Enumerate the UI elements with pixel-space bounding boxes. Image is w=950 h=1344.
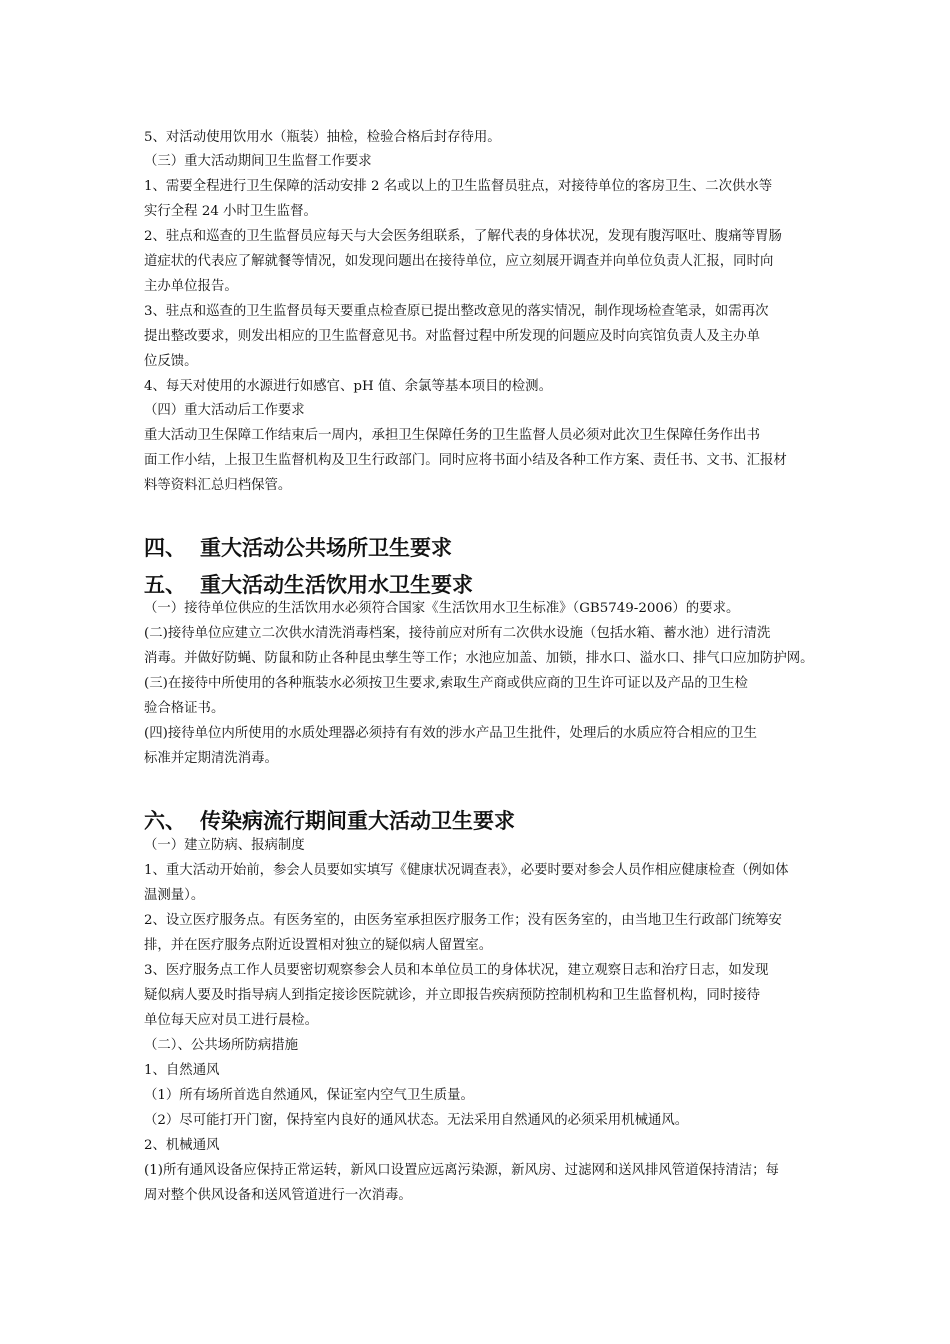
ventilation-mechanical-item-1-line-1: (1)所有通风设备应保持正常运转，新风口设置应远离污染源，新风房、过滤网和送风排风管道保持清洁；每	[144, 1163, 779, 1178]
water-item-3-line-2: 验合格证书。	[144, 701, 225, 716]
epidemic-item-2-line-1: 2、设立医疗服务点。有医务室的，由医务室承担医疗服务工作；没有医务室的，由当地卫生行政部门统筹安	[144, 913, 782, 928]
section-4-title: 重大活动公共场所卫生要求	[200, 536, 452, 560]
epidemic-item-3-line-3: 单位每天应对员工进行晨检。	[144, 1013, 319, 1028]
epidemic-subsection-2: （二）、公共场所防病措施	[144, 1038, 298, 1053]
paragraph-2-line-1: 2、驻点和巡查的卫生监督员应每天与大会医务组联系，了解代表的身体状况，发现有腹泻呕吐、腹痛等胃肠	[144, 229, 782, 244]
epidemic-item-1-line-1: 1、重大活动开始前，参会人员要如实填写《健康状况调查表》，必要时要对参会人员作相应健康检查（例如体	[144, 863, 789, 878]
ventilation-natural-title: 1、自然通风	[144, 1063, 220, 1078]
water-item-1: （一）接待单位供应的生活饮用水必须符合国家《生活饮用水卫生标准》（GB5749-2006）的要求。	[144, 601, 740, 616]
paragraph-2-line-3: 主办单位报告。	[144, 279, 238, 294]
section-6-title: 传染病流行期间重大活动卫生要求	[200, 809, 515, 833]
section-4-heading	[144, 534, 824, 562]
epidemic-subsection-1: （一）建立防病、报病制度	[144, 838, 305, 853]
paragraph-2-line-2: 道症状的代表应了解就餐等情况，如发现问题出在接待单位，应立刻展开调查并向单位负责人汇报，同时向	[144, 254, 774, 269]
epidemic-item-2-line-2: 排，并在医疗服务点附近设置相对独立的疑似病人留置室。	[144, 938, 493, 953]
subsection-title-3: （三）重大活动期间卫生监督工作要求	[144, 154, 372, 169]
epidemic-item-1-line-2: 温测量）。	[144, 888, 205, 903]
paragraph-3-line-1: 3、驻点和巡查的卫生监督员每天要重点检查原已提出整改意见的落实情况，制作现场检查笔录，如需再次	[144, 304, 769, 319]
section-5-title: 重大活动生活饮用水卫生要求	[200, 573, 473, 597]
ventilation-mechanical-item-1-line-2: 周对整个供风设备和送风管道进行一次消毒。	[144, 1188, 412, 1203]
paragraph-1-line-1: 1、需要全程进行卫生保障的活动安排 2 名或以上的卫生监督员驻点，对接待单位的客房卫生、二次供水等	[144, 179, 773, 194]
paragraph-5-line-2: 面工作小结，上报卫生监督机构及卫生行政部门。同时应将书面小结及各种工作方案、责任书、文书、汇报材	[144, 453, 787, 468]
item-5: 5、对活动使用饮用水（瓶装）抽检，检验合格后封存待用。	[144, 130, 501, 145]
section-6-heading	[144, 807, 824, 835]
paragraph-4: 4、每天对使用的水源进行如感官、pH 值、余氯等基本项目的检测。	[144, 379, 552, 394]
section-5-number: 五、	[144, 573, 186, 597]
water-item-4-line-2: 标准并定期清洗消毒。	[144, 751, 278, 766]
water-item-2-line-2: 消毒。并做好防蝇、防鼠和防止各种昆虫孳生等工作；水池应加盖、加锁，排水口、溢水口、排气口应加防护网。	[144, 651, 814, 666]
section-4-number: 四、	[144, 536, 186, 560]
paragraph-3-line-3: 位反馈。	[144, 354, 198, 369]
ventilation-natural-item-1: （1）所有场所首选自然通风，保证室内空气卫生质量。	[144, 1088, 474, 1103]
water-item-2-line-1: (二)接待单位应建立二次供水清洗消毒档案，接待前应对所有二次供水设施（包括水箱、蓄水池）进行清洗	[144, 626, 771, 641]
paragraph-5-line-3: 料等资料汇总归档保管。	[144, 478, 292, 493]
paragraph-1-line-2: 实行全程 24 小时卫生监督。	[144, 204, 317, 219]
epidemic-item-3-line-2: 疑似病人要及时指导病人到指定接诊医院就诊，并立即报告疾病预防控制机构和卫生监督机构，同时接待	[144, 988, 760, 1003]
paragraph-5-line-1: 重大活动卫生保障工作结束后一周内，承担卫生保障任务的卫生监督人员必须对此次卫生保障任务作出书	[144, 428, 760, 443]
section-6-number: 六、	[144, 809, 186, 833]
ventilation-natural-item-2: （2）尽可能打开门窗，保持室内良好的通风状态。无法采用自然通风的必须采用机械通风。	[144, 1113, 689, 1128]
ventilation-mechanical-title: 2、机械通风	[144, 1138, 220, 1153]
subsection-title-4: （四）重大活动后工作要求	[144, 403, 305, 418]
paragraph-3-line-2: 提出整改要求，则发出相应的卫生监督意见书。对监督过程中所发现的问题应及时向宾馆负责人及主办单	[144, 329, 760, 344]
water-item-3-line-1: (三)在接待中所使用的各种瓶装水必须按卫生要求,索取生产商或供应商的卫生许可证以及产品的卫生检	[144, 676, 748, 691]
epidemic-item-3-line-1: 3、医疗服务点工作人员要密切观察参会人员和本单位员工的身体状况，建立观察日志和治疗日志，如发现	[144, 963, 769, 978]
water-item-4-line-1: (四)接待单位内所使用的水质处理器必须持有有效的涉水产品卫生批件，处理后的水质应符合相应的卫生	[144, 726, 758, 741]
section-5-heading	[144, 571, 824, 599]
